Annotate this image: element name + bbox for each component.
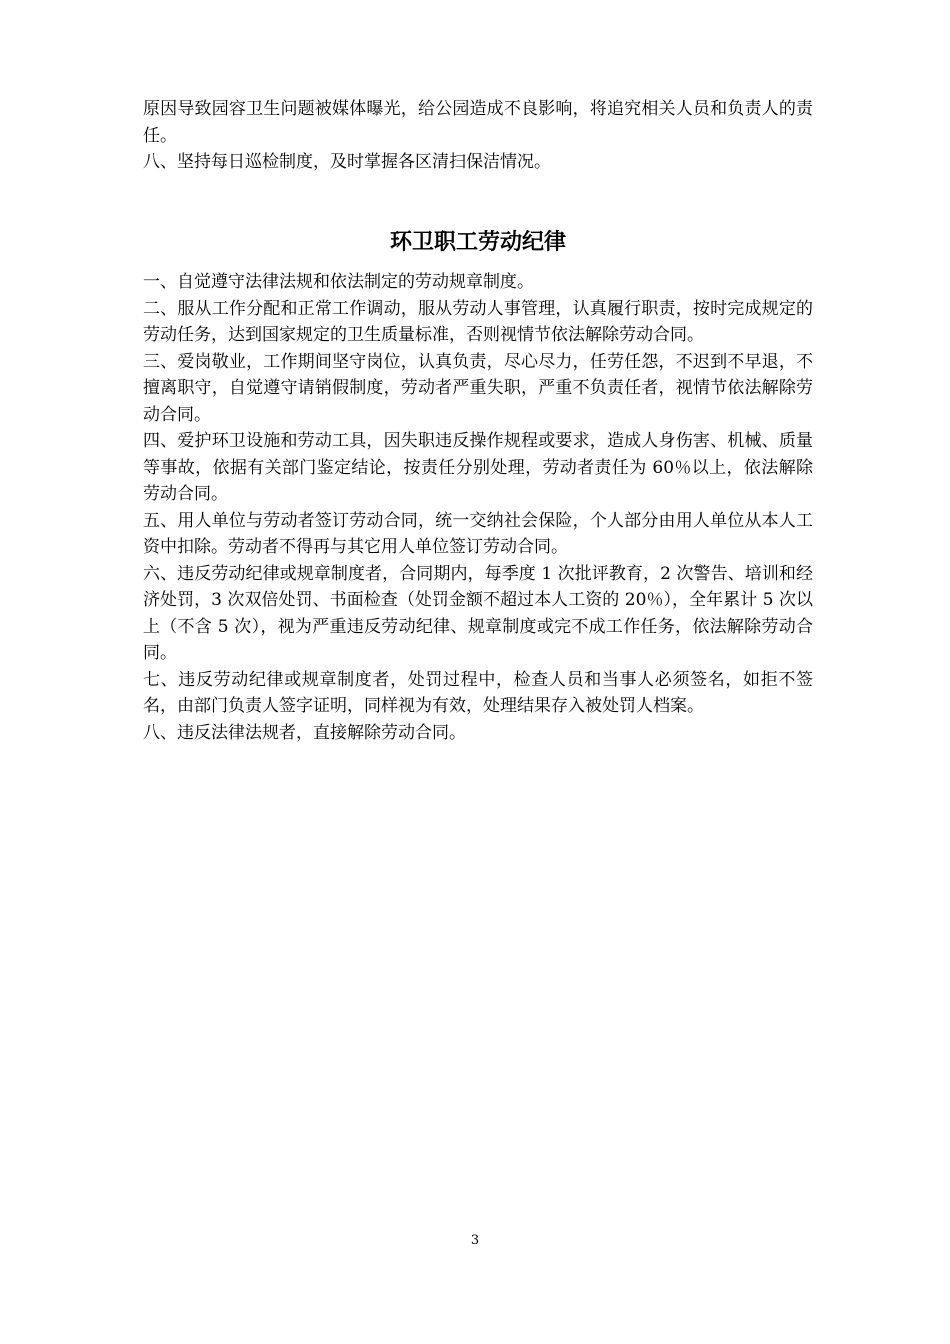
rule-item: 五、用人单位与劳动者签订劳动合同，统一交纳社会保险，个人部分由用人单位从本人工资中扣除。劳动者不得再与其它用人单位签订劳动合同。 <box>143 510 813 557</box>
paragraph: 八、坚持每日巡检制度，及时掌握各区清扫保洁情况。 <box>143 152 551 172</box>
rule-item: 八、违反法律法规者，直接解除劳动合同。 <box>143 722 466 743</box>
rules-list <box>143 269 813 746</box>
continuation-text <box>143 96 813 176</box>
rule-item: 四、爱护环卫设施和劳动工具，因失职违反操作规程或要求，造成人身伤害、机械、质量等事故，依据有关部门鉴定结论，按责任分别处理，劳动者责任为 60％以上，依法解除劳动合同。 <box>143 431 813 504</box>
section-title: 环卫职工劳动纪律 <box>389 230 566 255</box>
rule-item: 七、违反劳动纪律或规章制度者，处罚过程中，检查人员和当事人必须签名，如拒不签名，由部门负责人签字证明，同样视为有效，处理结果存入被处罚人档案。 <box>143 669 813 716</box>
rule-item: 六、违反劳动纪律或规章制度者，合同期内，每季度 1 次批评教育，2 次警告、培训和经济处罚，3 次双倍处罚、书面检查（处罚金额不超过本人工资的 20％），全年累计 5 次以上（不含 5 次），视为严重违反劳动纪律、规章制度或完不成工作任务，依法解除劳动合同。 <box>143 563 813 663</box>
rule-item: 二、服从工作分配和正常工作调动，服从劳动人事管理，认真履行职责，按时完成规定的劳动任务，达到国家规定的卫生质量标准，否则视情节依法解除劳动合同。 <box>143 298 813 345</box>
rule-item: 三、爱岗敬业，工作期间坚守岗位，认真负责，尽心尽力，任劳任怨，不迟到不早退，不擅离职守，自觉遵守请销假制度，劳动者严重失职，严重不负责任者，视情节依法解除劳动合同。 <box>143 351 813 425</box>
rule-item: 一、自觉遵守法律法规和依法制定的劳动规章制度。 <box>143 272 534 292</box>
paragraph: 原因导致园容卫生问题被媒体曝光，给公园造成不良影响，将追究相关人员和负责人的责任。 <box>143 99 813 146</box>
page-number: 3 <box>470 1233 480 1248</box>
